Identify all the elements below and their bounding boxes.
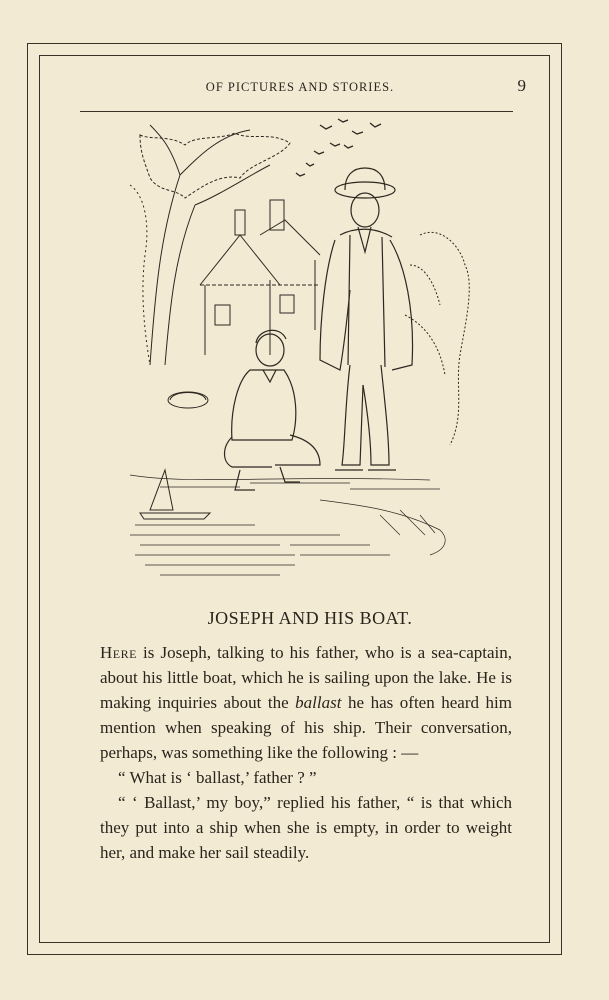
story-body xyxy=(100,640,512,865)
seated-boy-figure xyxy=(225,330,321,490)
page-number: 9 xyxy=(517,76,526,95)
engraving-illustration xyxy=(120,115,480,585)
lake-water xyxy=(130,525,390,575)
paragraph-2: “ What is ‘ ballast,’ father ? ” xyxy=(118,768,317,787)
emphasis-ballast: ballast xyxy=(295,693,342,712)
birds-flock xyxy=(296,119,381,176)
paragraph-3: “ ‘ Ballast,’ my boy,” replied his father, “ is that which they put into a ship when she is empty, in order to weight her, and make her sail steadily. xyxy=(100,793,512,862)
standing-sea-captain-figure xyxy=(320,168,413,470)
paragraph-1 xyxy=(100,640,512,765)
paragraph-1-text-2: he has often heard him mention when speaking of his ship. Their conversation, perhaps, was something like the following : — xyxy=(100,693,512,762)
tree-left xyxy=(130,125,290,365)
paragraph-1-text: is Joseph, talking to his father, who is a sea-captain, about his little boat, which he is sailing upon the lake. He is making inquiries about the xyxy=(100,643,512,712)
header-rule xyxy=(80,111,513,112)
running-head: OF PICTURES AND STORIES. xyxy=(205,80,395,94)
story-title: JOSEPH AND HIS BOAT. xyxy=(207,608,413,628)
ground-hatching xyxy=(130,475,445,555)
bushes-right xyxy=(405,232,469,445)
cottage-background xyxy=(200,200,320,355)
lead-word: Here xyxy=(100,643,137,662)
cap-on-ground xyxy=(168,392,208,408)
